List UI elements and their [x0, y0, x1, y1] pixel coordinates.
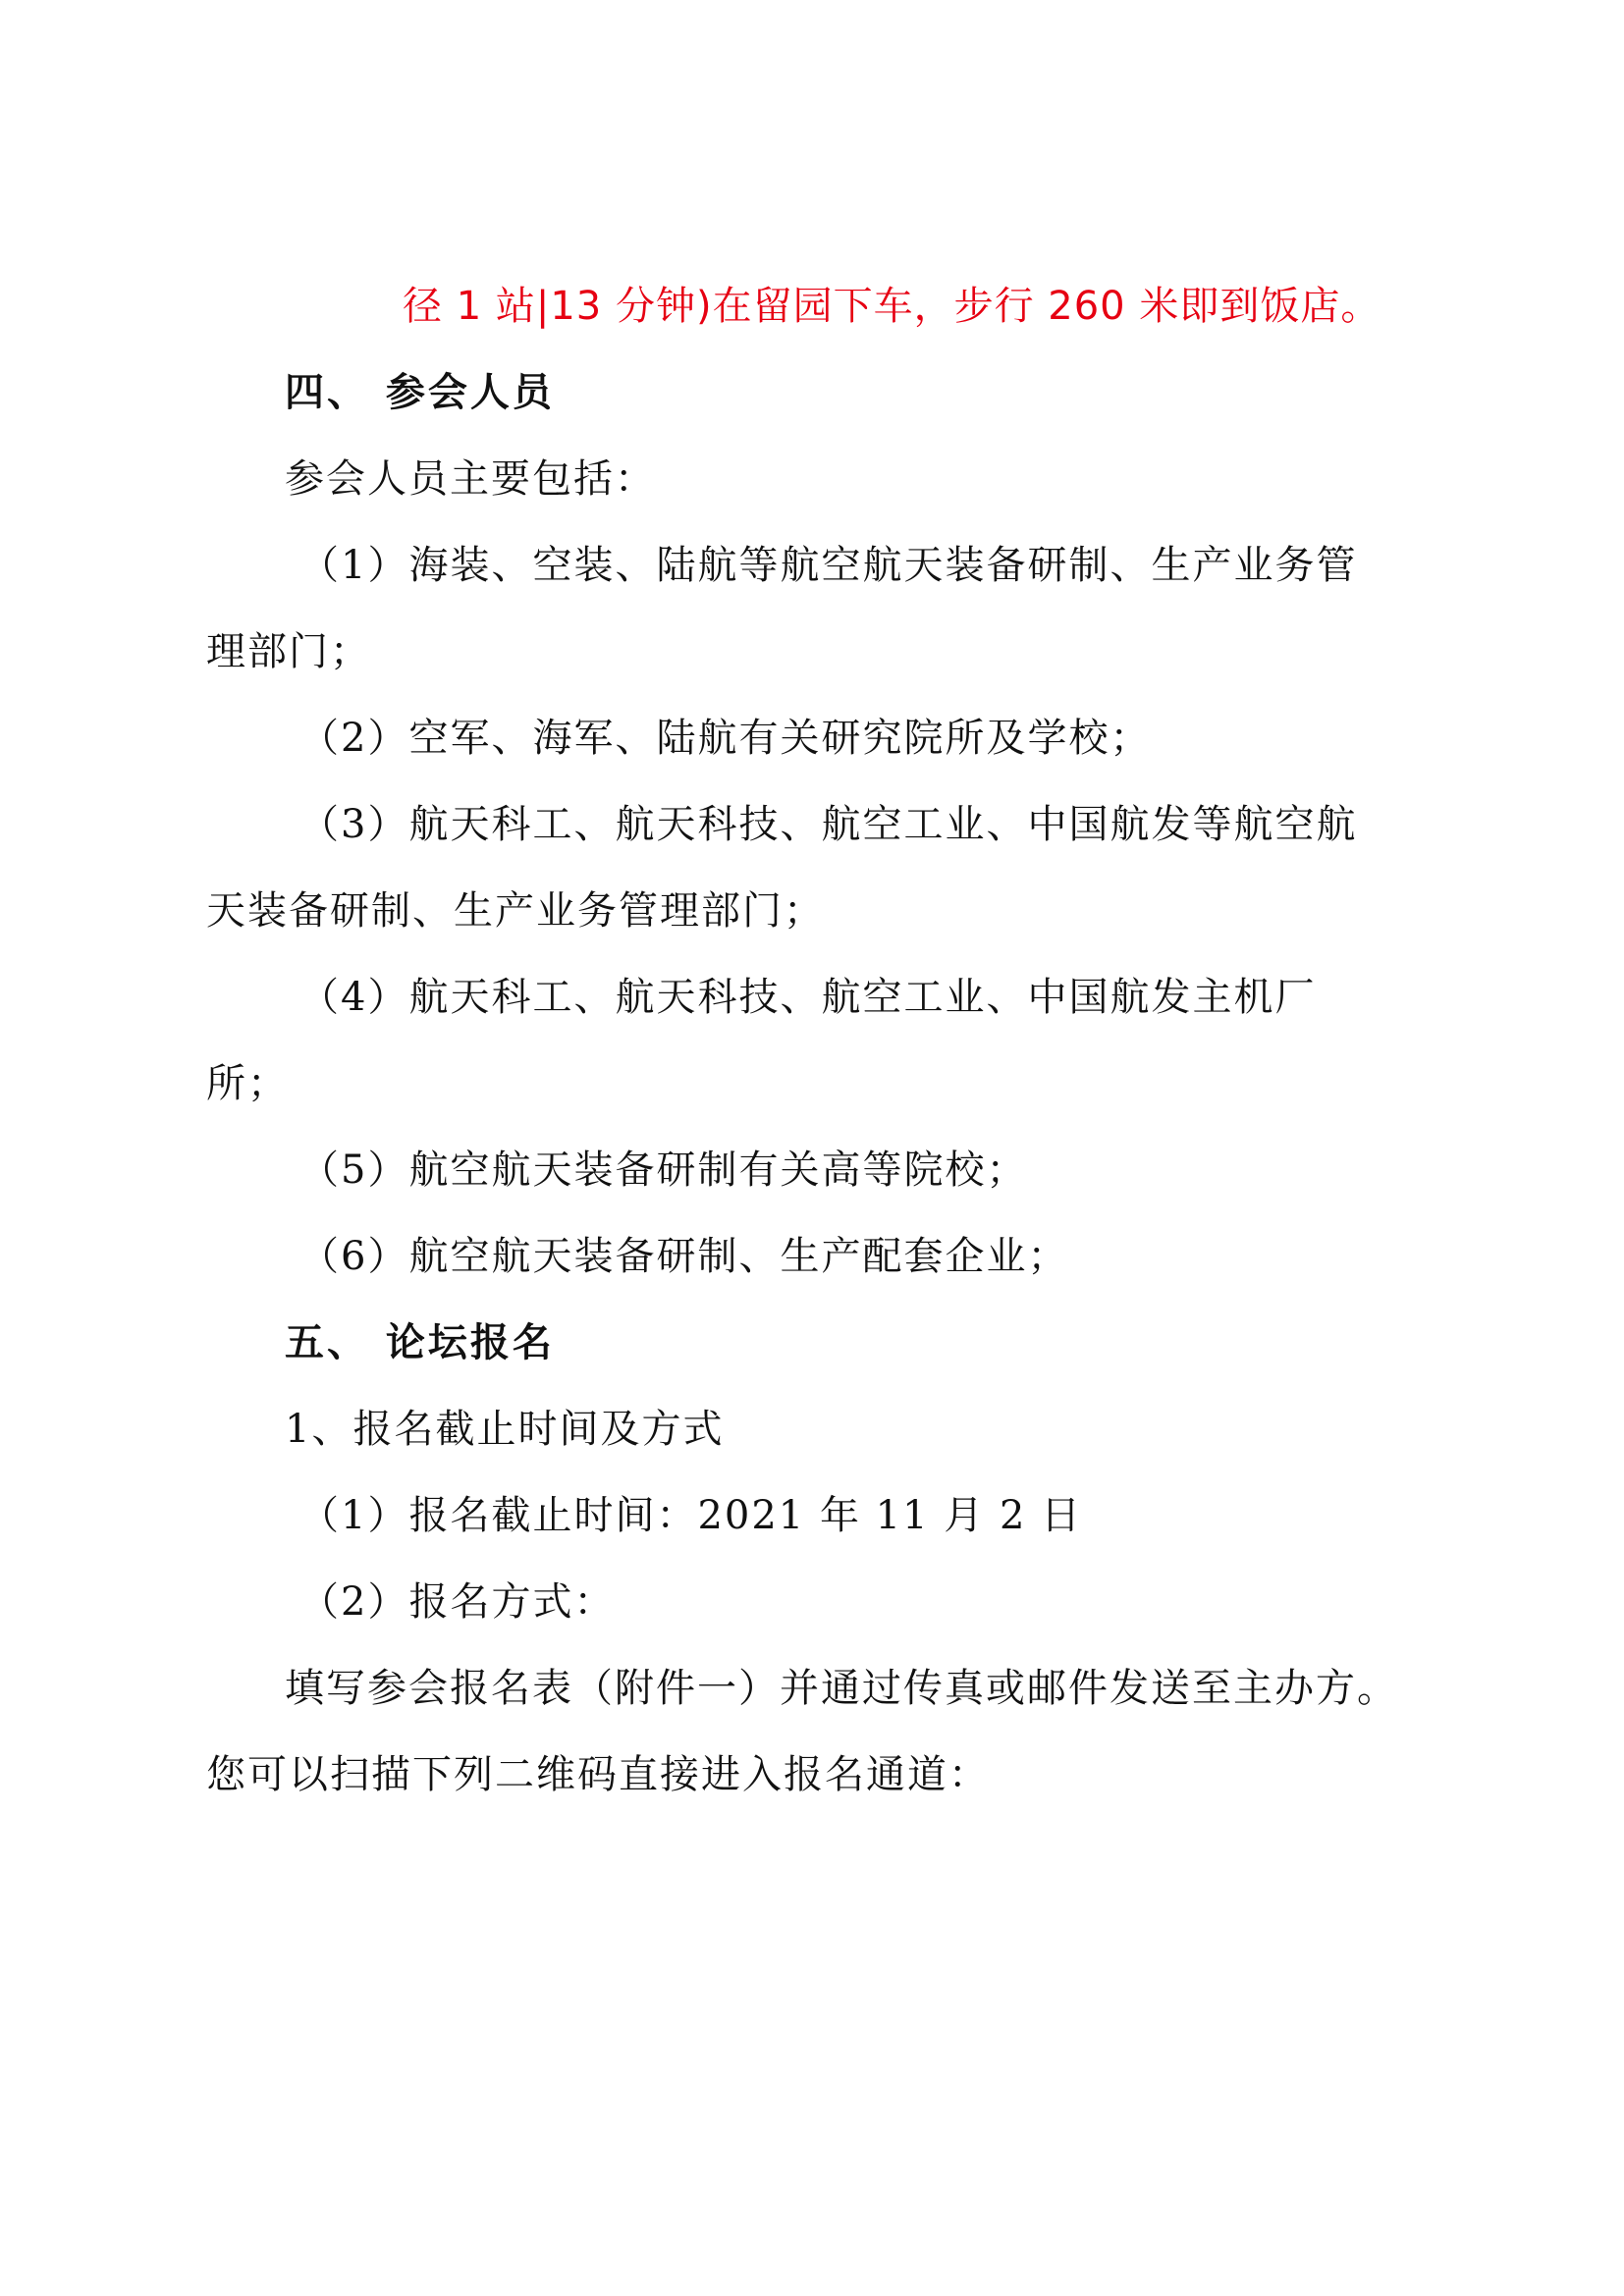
- transport-direction-line: 径 1 站|13 分钟)在留园下车，步行 260 米即到饭店。: [403, 284, 1381, 329]
- section-four-intro: 参会人员主要包括：: [285, 456, 656, 502]
- registration-deadline: （1）报名截止时间：2021 年 11 月 2 日: [299, 1493, 1083, 1538]
- attendee-item-6: （6）航空航天装备研制、生产配套企业；: [299, 1234, 1069, 1279]
- attendee-item-5: （5）航空航天装备研制有关高等院校；: [299, 1148, 1028, 1193]
- attendee-item-4-line-1: （4）航天科工、航天科技、航空工业、中国航发主机厂: [299, 975, 1317, 1020]
- registration-subheading: 1、报名截止时间及方式: [285, 1407, 725, 1452]
- attendee-item-2: （2）空军、海军、陆航有关研究院所及学校；: [299, 716, 1152, 761]
- attendee-item-3-line-2: 天装备研制、生产业务管理部门；: [206, 888, 825, 934]
- section-five-heading: 五、 论坛报名: [285, 1320, 555, 1365]
- attendee-item-4-line-2: 所；: [206, 1061, 289, 1106]
- registration-method-label: （2）报名方式：: [299, 1579, 616, 1625]
- registration-instruction-line-2: 您可以扫描下列二维码直接进入报名通道：: [206, 1752, 990, 1797]
- registration-instruction-line-1: 填写参会报名表（附件一）并通过传真或邮件发送至主办方。: [285, 1666, 1398, 1711]
- attendee-item-3-line-1: （3）航天科工、航天科技、航空工业、中国航发等航空航: [299, 802, 1358, 847]
- attendee-item-1-line-1: （1）海装、空装、陆航等航空航天装备研制、生产业务管: [299, 543, 1358, 588]
- attendee-item-1-line-2: 理部门；: [206, 629, 371, 674]
- section-four-heading: 四、 参会人员: [285, 370, 555, 415]
